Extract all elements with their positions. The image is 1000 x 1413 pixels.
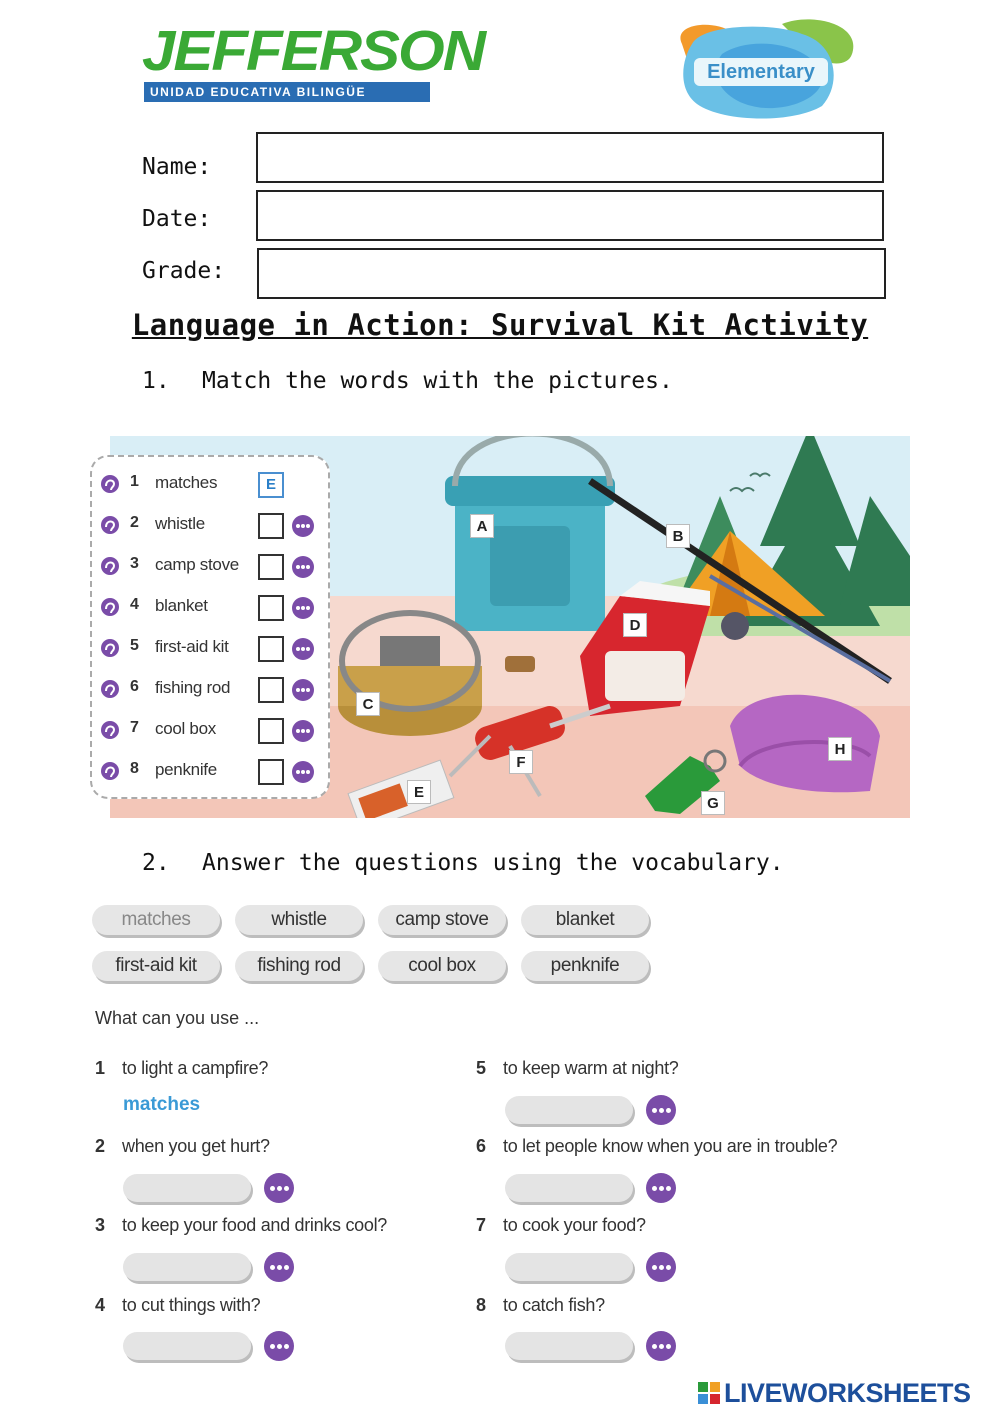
matching-item-number: 2 xyxy=(130,514,139,531)
question-number: 6 xyxy=(476,1136,486,1156)
picture-label-f: F xyxy=(509,750,533,774)
audio-icon[interactable] xyxy=(100,474,120,494)
answer-input[interactable] xyxy=(123,1253,251,1281)
liveworksheets-icon xyxy=(698,1382,720,1404)
audio-icon[interactable] xyxy=(100,638,120,658)
more-options-icon[interactable] xyxy=(292,556,314,578)
question-number: 7 xyxy=(476,1215,486,1235)
liveworksheets-logo xyxy=(698,1378,998,1408)
question-text: to keep your food and drinks cool? xyxy=(122,1215,387,1235)
answer-input[interactable] xyxy=(123,1332,251,1360)
question-text: when you get hurt? xyxy=(122,1136,270,1156)
section2-text: Answer the questions using the vocabulary. xyxy=(202,850,784,876)
audio-icon[interactable] xyxy=(100,556,120,576)
name-field[interactable] xyxy=(256,132,884,183)
more-options-icon[interactable] xyxy=(264,1173,294,1203)
picture-label-d: D xyxy=(623,613,647,637)
grade-field[interactable] xyxy=(257,248,886,299)
matching-answer-box[interactable] xyxy=(258,595,284,621)
section1-text: Match the words with the pictures. xyxy=(202,368,673,394)
matching-item-number: 8 xyxy=(130,760,139,777)
more-options-icon[interactable] xyxy=(292,638,314,660)
picture-label-b: B xyxy=(666,524,690,548)
matching-item-number: 6 xyxy=(130,678,139,695)
word-bank-chip: camp stove xyxy=(378,905,506,935)
question-item xyxy=(476,1215,646,1236)
matching-item-number: 1 xyxy=(130,473,139,490)
matching-item-number: 7 xyxy=(130,719,139,736)
more-options-icon[interactable] xyxy=(264,1252,294,1282)
question-item xyxy=(476,1058,679,1079)
question-item xyxy=(95,1215,387,1236)
matching-item-word: cool box xyxy=(155,719,216,738)
matching-item-number: 3 xyxy=(130,555,139,572)
word-bank-chip: penknife xyxy=(521,951,649,981)
matching-item xyxy=(100,633,320,663)
picture-label-h: H xyxy=(828,737,852,761)
school-tagline: UNIDAD EDUCATIVA BILINGÜE xyxy=(144,82,430,102)
more-options-icon[interactable] xyxy=(646,1331,676,1361)
matching-item-word: matches xyxy=(155,473,218,492)
matching-item xyxy=(100,510,320,540)
picture-label-a: A xyxy=(470,514,494,538)
question-answer-filled: matches xyxy=(123,1094,201,1115)
more-options-icon[interactable] xyxy=(264,1331,294,1361)
question-text: to keep warm at night? xyxy=(503,1058,679,1078)
word-bank-chip: matches xyxy=(92,905,220,935)
picture-label-g: G xyxy=(701,791,725,815)
matching-answer-box[interactable] xyxy=(258,636,284,662)
liveworksheets-text: LIVEWORKSHEETS xyxy=(724,1378,971,1408)
answer-input[interactable] xyxy=(505,1174,633,1202)
more-options-icon[interactable] xyxy=(292,720,314,742)
more-options-icon[interactable] xyxy=(292,679,314,701)
question-text: to light a campfire? xyxy=(122,1058,269,1078)
matching-item-word: fishing rod xyxy=(155,678,231,697)
question-item xyxy=(95,1136,270,1157)
matching-item-number: 5 xyxy=(130,637,139,654)
matching-item-word: first-aid kit xyxy=(155,637,229,656)
matching-item xyxy=(100,469,320,499)
matching-item-word: penknife xyxy=(155,760,217,779)
word-bank-chip: cool box xyxy=(378,951,506,981)
matching-item-word: camp stove xyxy=(155,555,239,574)
matching-answer-box[interactable]: E xyxy=(258,472,284,498)
audio-icon[interactable] xyxy=(100,761,120,781)
question-number: 1 xyxy=(95,1058,105,1078)
question-item xyxy=(95,1295,260,1316)
grade-label: Grade: xyxy=(142,258,226,284)
section2-number: 2. xyxy=(142,850,170,876)
picture-label-e: E xyxy=(407,780,431,804)
question-text: to let people know when you are in trouble? xyxy=(503,1136,838,1156)
question-text: to catch fish? xyxy=(503,1295,605,1315)
school-name: JEFFERSON xyxy=(142,18,485,83)
matching-item xyxy=(100,592,320,622)
questions-intro: What can you use ... xyxy=(95,1008,260,1028)
matching-item xyxy=(100,715,320,745)
matching-answer-box[interactable] xyxy=(258,513,284,539)
word-bank-chip: fishing rod xyxy=(235,951,363,981)
word-bank-chip: whistle xyxy=(235,905,363,935)
audio-icon[interactable] xyxy=(100,679,120,699)
question-number: 4 xyxy=(95,1295,105,1315)
matching-item xyxy=(100,551,320,581)
matching-item-number: 4 xyxy=(130,596,139,613)
more-options-icon[interactable] xyxy=(646,1173,676,1203)
matching-item xyxy=(100,756,320,786)
section1-number: 1. xyxy=(142,368,170,394)
more-options-icon[interactable] xyxy=(646,1252,676,1282)
picture-label-c: C xyxy=(356,692,380,716)
answer-input[interactable] xyxy=(123,1174,251,1202)
section1-instruction xyxy=(142,368,673,394)
question-number: 3 xyxy=(95,1215,105,1235)
word-bank-chip: blanket xyxy=(521,905,649,935)
level-badge-text: Elementary xyxy=(694,58,828,86)
question-text: to cook your food? xyxy=(503,1215,646,1235)
question-item xyxy=(95,1058,268,1079)
answer-input[interactable] xyxy=(505,1253,633,1281)
more-options-icon[interactable] xyxy=(292,597,314,619)
matching-item xyxy=(100,674,320,704)
audio-icon[interactable] xyxy=(100,720,120,740)
matching-word-list xyxy=(90,455,330,799)
more-options-icon[interactable] xyxy=(292,761,314,783)
word-bank-chip: first-aid kit xyxy=(92,951,220,981)
more-options-icon[interactable] xyxy=(292,515,314,537)
audio-icon[interactable] xyxy=(100,515,120,535)
matching-answer-box[interactable] xyxy=(258,759,284,785)
matching-answer-box[interactable] xyxy=(258,554,284,580)
level-badge xyxy=(662,14,862,122)
question-number: 5 xyxy=(476,1058,486,1078)
date-field[interactable] xyxy=(256,190,884,241)
matching-item-word: blanket xyxy=(155,596,208,615)
answer-input[interactable] xyxy=(505,1096,633,1124)
matching-item-word: whistle xyxy=(155,514,205,533)
answer-input[interactable] xyxy=(505,1332,633,1360)
question-number: 2 xyxy=(95,1136,105,1156)
question-text: to cut things with? xyxy=(122,1295,261,1315)
audio-icon[interactable] xyxy=(100,597,120,617)
date-label: Date: xyxy=(142,206,212,232)
matching-answer-box[interactable] xyxy=(258,677,284,703)
page-title: Language in Action: Survival Kit Activity xyxy=(131,308,869,342)
name-label: Name: xyxy=(142,154,212,180)
section2-instruction xyxy=(142,850,784,876)
question-number: 8 xyxy=(476,1295,486,1315)
matching-answer-box[interactable] xyxy=(258,718,284,744)
school-logo xyxy=(142,18,485,104)
more-options-icon[interactable] xyxy=(646,1095,676,1125)
question-item xyxy=(476,1136,837,1157)
question-item xyxy=(476,1295,605,1316)
